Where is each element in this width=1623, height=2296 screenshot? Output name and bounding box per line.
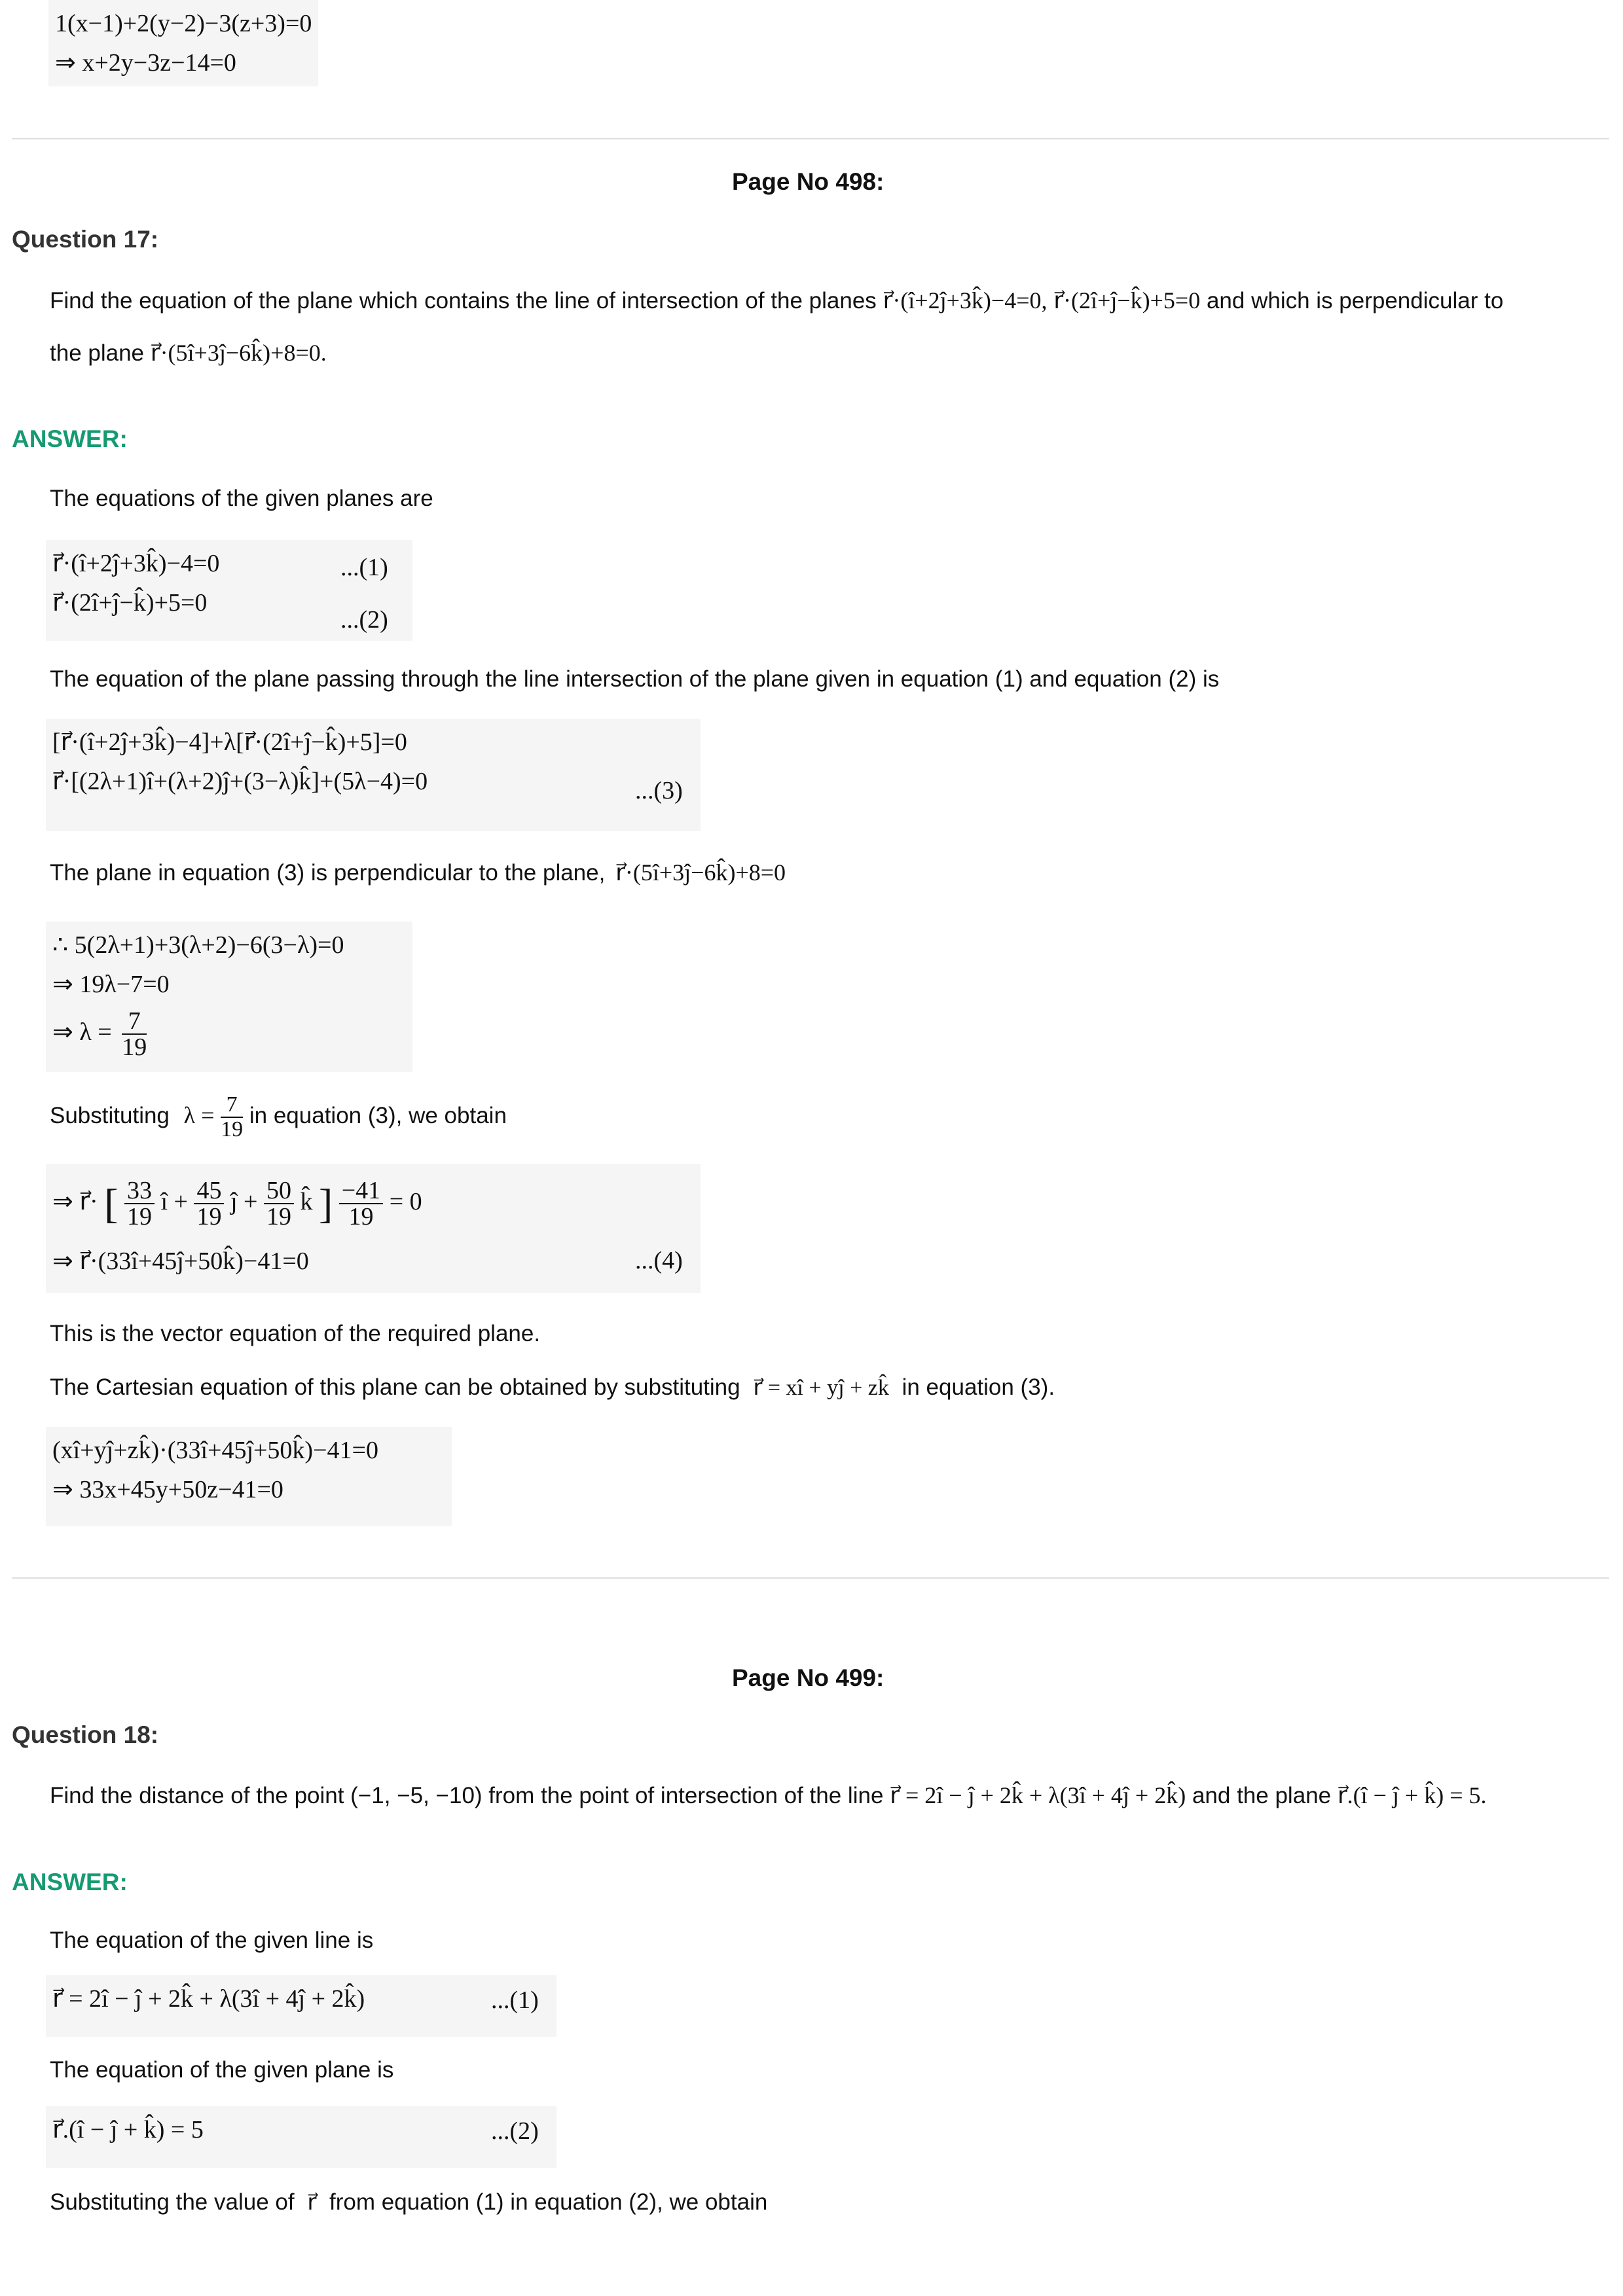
substituted-equations xyxy=(46,1164,701,1293)
equation-tag: ...(1) xyxy=(491,1986,539,2014)
prev-equation-line: ⇒ x+2y−3z−14=0 xyxy=(55,49,236,77)
question-equation: r⃗.(î − ĵ + k̂) = 5. xyxy=(1337,1782,1487,1808)
answer-paragraph: The equation of the plane passing through the line intersection of the plane given in equation (1) and equation (2) is xyxy=(50,666,1220,692)
answer-paragraph: The equation of the given plane is xyxy=(50,2057,394,2083)
equation-line: r⃗ = 2î − ĵ + 2k̂ + λ(3î + 4ĵ + 2k̂) xyxy=(52,1985,365,2013)
answer-paragraph: Substituting the value of r⃗ from equation (1) in equation (2), we obtain xyxy=(50,2189,768,2215)
question-text: the plane r⃗·(5î+3ĵ−6k̂)+8=0. xyxy=(50,340,327,366)
equation-line: r⃗·[(2λ+1)î+(λ+2)ĵ+(3−λ)k̂]+(5λ−4)=0 xyxy=(52,768,428,795)
answer-paragraph: Substituting λ = $\frac{7}{19}$ in equation (3), we obtain xyxy=(50,1092,507,1141)
answer-label: ANSWER: xyxy=(12,1869,128,1895)
equation-line: (xî+yĵ+zk̂)·(33î+45ĵ+50k̂)−41=0 xyxy=(52,1437,378,1464)
equation-line: [r⃗·(î+2ĵ+3k̂)−4]+λ[r⃗·(2î+ĵ−k̂)+5]=0 xyxy=(52,728,407,756)
fraction: $\frac{45}{19}$ xyxy=(194,1178,224,1229)
equation-line: ⇒ 19λ−7=0 xyxy=(52,971,170,998)
page-number-heading: Page No 499: xyxy=(732,1664,884,1691)
equation-line: ∴ 5(2λ+1)+3(λ+2)−6(3−λ)=0 xyxy=(52,931,344,959)
question-text: Find the equation of the plane which contains the line of intersection of the planes r⃗·(î+2ĵ+3k̂)−4=0, r⃗·(2î+ĵ−k̂)+5=0 and which is perpendicular to xyxy=(50,287,1504,314)
answer-paragraph: The equation of the given line is xyxy=(50,1928,374,1953)
prev-answer-equations xyxy=(48,0,318,86)
fraction: $\frac{7}{19}$ xyxy=(122,1007,147,1062)
equation-line: ⇒ 33x+45y+50z−41=0 xyxy=(52,1476,283,1503)
question-equation: r⃗·(2î+ĵ−k̂)+5=0 xyxy=(1053,287,1201,314)
equation-line: r⃗.(î − ĵ + k̂) = 5 xyxy=(52,2116,204,2144)
equation-tag: ...(2) xyxy=(340,606,388,634)
prev-equation-line: 1(x−1)+2(y−2)−3(z+3)=0 xyxy=(55,10,312,37)
equation-line: r⃗·(î+2ĵ+3k̂)−4=0 xyxy=(52,550,220,577)
answer-paragraph: The equations of the given planes are xyxy=(50,486,433,511)
question-equation: r⃗ = 2î − ĵ + 2k̂ + λ(3î + 4ĵ + 2k̂) xyxy=(890,1782,1186,1808)
question-label: Question 17: xyxy=(12,226,159,253)
equation-line: r⃗·(2î+ĵ−k̂)+5=0 xyxy=(52,589,208,617)
inline-equation: r⃗·(5î+3ĵ−6k̂)+8=0 xyxy=(615,859,786,886)
equation-tag: ...(3) xyxy=(635,777,683,804)
fraction: $\frac{50}{19}$ xyxy=(264,1178,294,1229)
question-equation: r⃗·(5î+3ĵ−6k̂)+8=0. xyxy=(150,340,327,366)
answer-paragraph: The Cartesian equation of this plane can be obtained by substituting r⃗ = xî + yĵ + zk̂ in equation (3). xyxy=(50,1374,1055,1400)
page-number-heading: Page No 498: xyxy=(732,168,884,195)
family-of-planes-equations xyxy=(46,719,701,831)
question-equation: r⃗·(î+2ĵ+3k̂)−4=0, xyxy=(883,287,1048,314)
inline-equation: r⃗ = xî + yĵ + zk̂ xyxy=(753,1376,889,1400)
equation-line: ⇒ r⃗·(33î+45ĵ+50k̂)−41=0 xyxy=(52,1247,309,1275)
question-label: Question 18: xyxy=(12,1721,159,1748)
perpendicularity-solution xyxy=(46,922,412,1072)
question-text: Find the distance of the point (−1, −5, −10) from the point of intersection of the line r⃗ = 2î − ĵ + 2k̂ + λ(3î + 4ĵ + 2k̂) and the plane r⃗.(î − ĵ + k̂) = 5. xyxy=(50,1782,1487,1808)
equation-tag: ...(1) xyxy=(340,554,388,581)
equation-tag: ...(2) xyxy=(491,2117,539,2145)
given-plane-equation xyxy=(46,2106,556,2168)
fraction: $\frac{-41}{19}$ xyxy=(339,1178,383,1229)
equation-line: ⇒ r⃗· [ $\frac{33}{19}$ î + $\frac{45}{19}$ ĵ + $\frac{50}{19}$ k̂ ] $\frac{-41}{19}$ = 0 xyxy=(52,1177,422,1231)
inline-equation: r⃗ xyxy=(307,2191,317,2215)
given-line-equation xyxy=(46,1975,556,2037)
fraction: $\frac{7}{19}$ xyxy=(221,1092,244,1141)
equation-line: ⇒ λ = $\frac{7}{19}$ xyxy=(52,1007,147,1062)
section-divider xyxy=(12,138,1609,139)
answer-label: ANSWER: xyxy=(12,425,128,452)
fraction: $\frac{33}{19}$ xyxy=(124,1178,155,1229)
answer-paragraph: The plane in equation (3) is perpendicular to the plane, r⃗·(5î+3ĵ−6k̂)+8=0 xyxy=(50,859,786,886)
answer-paragraph: This is the vector equation of the required plane. xyxy=(50,1321,541,1346)
equation-tag: ...(4) xyxy=(635,1247,683,1274)
given-planes-equations xyxy=(46,540,412,641)
cartesian-equations xyxy=(46,1427,452,1526)
section-divider xyxy=(12,1577,1609,1579)
